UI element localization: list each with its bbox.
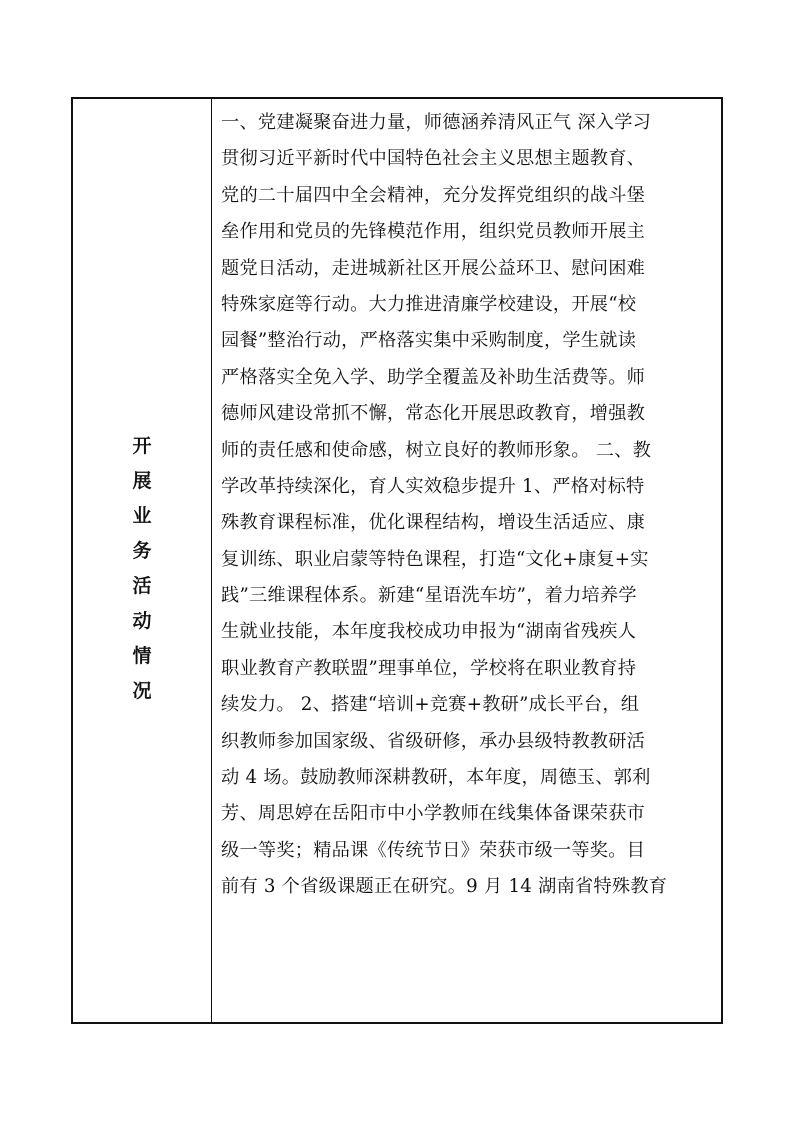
content-line: 学改革持续深化，育人实效稳步提升 1、严格对标特 [221, 475, 645, 497]
content-line: 续发力。 2、搭建“培训+竞赛+教研”成长平台，组 [221, 694, 640, 716]
content-line: 一、党建凝聚奋进力量，师德涵养清风正气 深入学习 [221, 112, 652, 133]
section-label [132, 429, 151, 709]
content-line: 德师风建设常抓不懈，常态化开展思政教育，增强教 [221, 403, 646, 425]
content-line: 党的二十届四中全会精神，充分发挥党组织的战斗堡 [221, 184, 646, 206]
content-line: 芳、周思婷在岳阳市中小学教师在线集体备课荣获市 [221, 803, 646, 825]
section-label-cell [73, 99, 212, 1022]
content-line: 级一等奖；精品课《传统节日》荣获市级一等奖。目 [221, 839, 646, 861]
section-label-char: 况 [132, 679, 152, 702]
content-line: 践”三维课程体系。新建“星语洗车坊”，着力培养学 [221, 585, 637, 607]
content-line: 殊教育课程标准，优化课程结构，增设生活适应、康 [221, 512, 646, 534]
content-line: 前有 3 个省级课题正在研究。9 月 14 湖南省特殊教育 [221, 876, 668, 898]
section-label-char: 动 [132, 609, 152, 632]
section-label-char: 情 [132, 644, 152, 667]
content-line: 师的责任感和使命感，树立良好的教师形象。 二、教 [221, 439, 652, 461]
section-content-cell [212, 99, 721, 1022]
content-line: 特殊家庭等行动。大力推进清廉学校建设，开展“校 [221, 293, 637, 315]
content-line: 生就业技能，本年度我校成功申报为“湖南省残疾人 [221, 621, 637, 643]
report-table [71, 97, 723, 1024]
section-label-char: 业 [132, 504, 152, 527]
section-label-char: 展 [132, 469, 152, 492]
content-line: 动 4 场。鼓励教师深耕教研，本年度，周德玉、郭利 [221, 767, 651, 789]
content-line: 贯彻习近平新时代中国特色社会主义思想主题教育、 [221, 148, 646, 170]
content-line: 园餐”整治行动，严格落实集中采购制度，学生就读 [221, 330, 637, 352]
content-line: 垒作用和党员的先锋模范作用，组织党员教师开展主 [221, 221, 646, 243]
content-line: 织教师参加国家级、省级研修，承办县级特教教研活 [221, 730, 646, 752]
content-line: 严格落实全免入学、助学全覆盖及补助生活费等。师 [221, 366, 646, 388]
content-line: 复训练、职业启蒙等特色课程，打造“文化+康复+实 [221, 548, 649, 570]
content-line: 题党日活动，走进城新社区开展公益环卫、慰问困难 [221, 257, 646, 279]
content-line: 职业教育产教联盟”理事单位，学校将在职业教育持 [221, 657, 637, 679]
section-label-char: 开 [132, 434, 152, 457]
section-label-char: 务 [132, 539, 152, 562]
section-label-char: 活 [132, 574, 152, 597]
